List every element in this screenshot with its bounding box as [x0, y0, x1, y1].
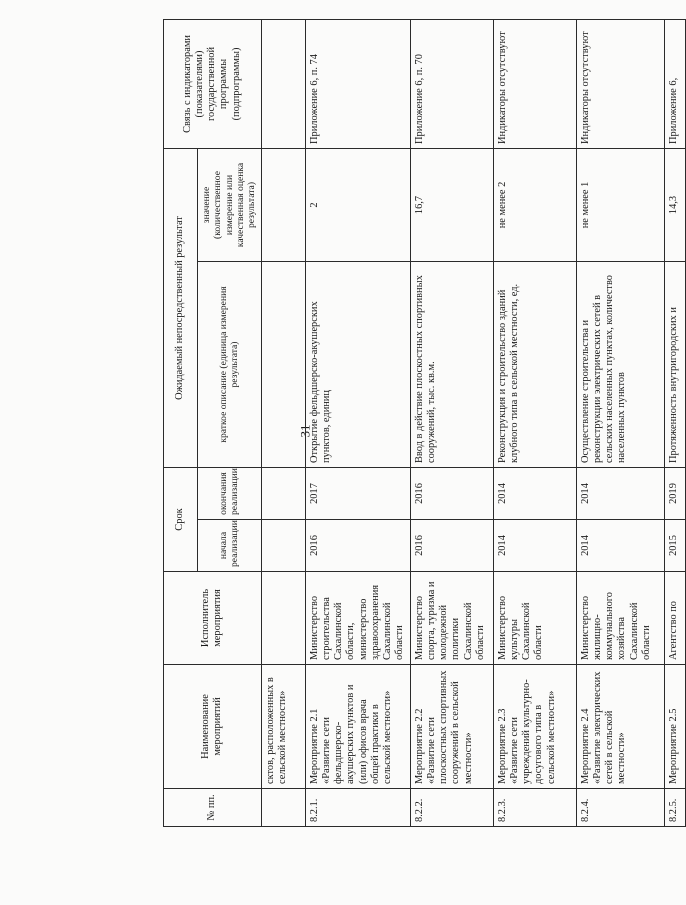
cell-start: 2014 — [493, 520, 576, 572]
header-link: Связь с индикаторами (показателями) государственной программы (подпрограммы) — [164, 19, 262, 148]
cell-name: Мероприятие 2.2 «Развитие сети плоскостных спортивных сооружений в сельской местности» — [410, 665, 493, 789]
cell-name: Мероприятие 2.4 «Развитие электрических сетей в сельской местности» — [576, 665, 664, 789]
cell-link: Приложение 6, п. 70 — [410, 19, 493, 148]
cell-executor: Министерство культуры Сахалинской области — [493, 572, 576, 665]
cell-desc: Ввод в действие плоскостных спортивных сооружений, тыс. кв.м. — [410, 262, 493, 468]
header-term: Срок — [164, 468, 198, 572]
cell-value: не менее 2 — [493, 148, 576, 261]
cell-start: 2014 — [576, 520, 664, 572]
table-row — [493, 19, 576, 826]
header-executor: Исполнитель мероприятия — [164, 572, 262, 665]
cell-link: Приложение 6, п. 74 — [305, 19, 410, 148]
cell-desc: Осуществление строительства и реконструкции электрических сетей в сельских населенных пунктах, количество населенных пунктов — [576, 262, 664, 468]
cell-desc: Протяженность внутригородских и — [664, 262, 685, 468]
cell-start — [261, 520, 305, 572]
cell-num — [261, 789, 305, 827]
header-name: Наименование мероприятий — [164, 665, 262, 789]
measures-table — [163, 19, 686, 827]
rotated-table-container — [163, 20, 679, 827]
cell-start: 2016 — [305, 520, 410, 572]
cell-start: 2016 — [410, 520, 493, 572]
cell-value: не менее 1 — [576, 148, 664, 261]
cell-end: 2014 — [576, 468, 664, 520]
cell-end: 2016 — [410, 468, 493, 520]
cell-value: 2 — [305, 148, 410, 261]
cell-end — [261, 468, 305, 520]
header-result: Ожидаемый непосредственный результат — [164, 148, 198, 467]
cell-name: Мероприятие 2.5 — [664, 665, 685, 789]
header-num: № пп. — [164, 789, 262, 827]
cell-num: 8.2.3. — [493, 789, 576, 827]
cell-end: 2017 — [305, 468, 410, 520]
cell-executor — [261, 572, 305, 665]
cell-start: 2015 — [664, 520, 685, 572]
cell-executor: Агентство по — [664, 572, 685, 665]
cell-desc — [261, 262, 305, 468]
cell-name: Мероприятие 2.3 «Развитие сети учреждений культурно-досугового типа в сельской местности» — [493, 665, 576, 789]
cell-value: 16,7 — [410, 148, 493, 261]
cell-link: Индикаторы отсутствуют — [493, 19, 576, 148]
cell-link: Индикаторы отсутствуют — [576, 19, 664, 148]
cell-num: 8.2.1. — [305, 789, 410, 827]
header-term-start: начала реализации — [198, 520, 262, 572]
cell-num: 8.2.4. — [576, 789, 664, 827]
page-number: 31 — [297, 424, 313, 438]
table-row — [410, 19, 493, 826]
cell-link: Приложение 6, — [664, 19, 685, 148]
table-row — [261, 19, 305, 826]
cell-end: 2019 — [664, 468, 685, 520]
cell-num: 8.2.5. — [664, 789, 685, 827]
cell-end: 2014 — [493, 468, 576, 520]
cell-value: 14,3 — [664, 148, 685, 261]
cell-name: Мероприятие 2.1 «Развитие сети фельдшерско-акушерских пунктов и (или) офисов врача общей практики в сельской местности» — [305, 665, 410, 789]
header-term-end: окончания реализации — [198, 468, 262, 520]
cell-executor: Министерство строительства Сахалинской области, министерство здравоохранения Сахалинской области — [305, 572, 410, 665]
table-row — [305, 19, 410, 826]
cell-executor: Министерство жилищно-коммунального хозяйства Сахалинской области — [576, 572, 664, 665]
header-result-value: значение (количественное измерение или качественная оценка результата) — [198, 148, 262, 261]
cell-executor: Министерство спорта, туризма и молодежной политики Сахалинской области — [410, 572, 493, 665]
cell-desc: Реконструкция и строительство зданий клубного типа в сельской местности, ед. — [493, 262, 576, 468]
cell-link — [261, 19, 305, 148]
table-row — [576, 19, 664, 826]
cell-desc: Открытие фельдшерско-акушерских пунктов, единиц — [305, 262, 410, 468]
cell-num: 8.2.2. — [410, 789, 493, 827]
cell-value — [261, 148, 305, 261]
header-result-desc: краткое описание (единица измерения результата) — [198, 262, 262, 468]
cell-name: сктов, расположенных в сельской местности» — [261, 665, 305, 789]
table-row — [664, 19, 685, 826]
